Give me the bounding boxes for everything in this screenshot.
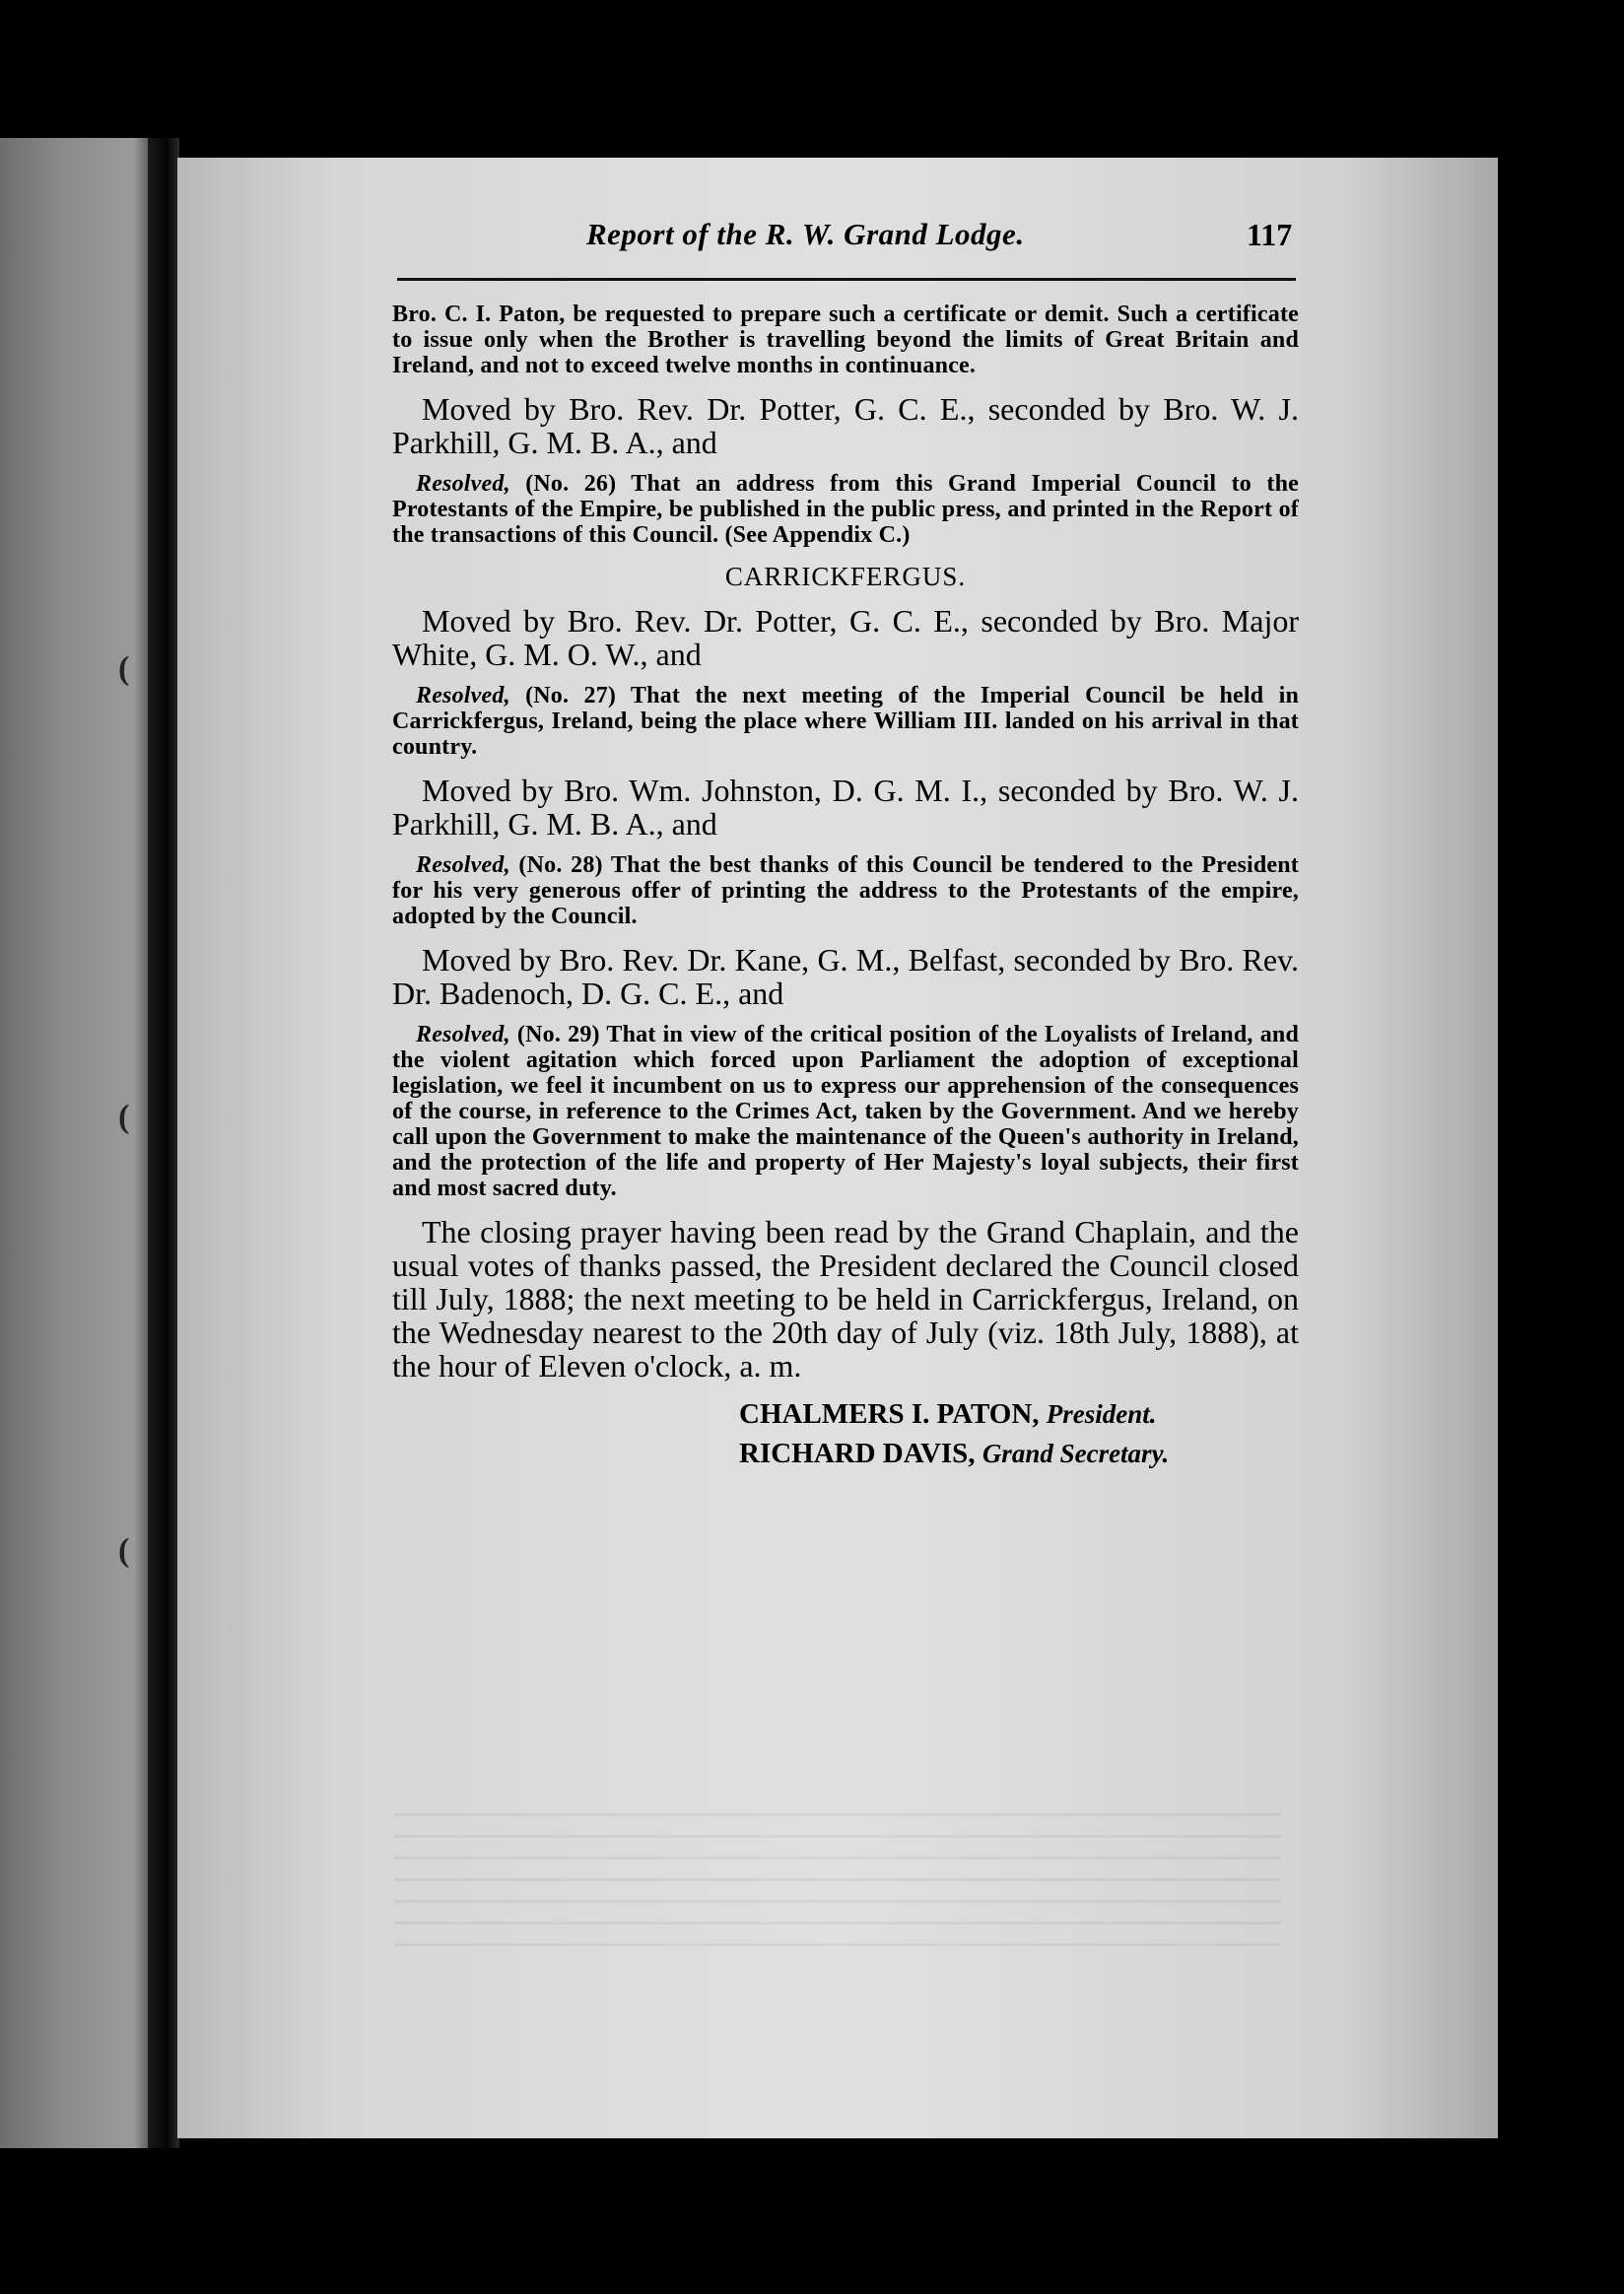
paragraph-continuation: Bro. C. I. Paton, be requested to prepare such a certificate or demit. Such a certificate to issue only when the Brother is travelling beyond the limits of Great Britain and Ireland, and not to exceed twelve months in continuance.: [392, 302, 1299, 378]
signatory-title: President.: [1046, 1399, 1157, 1429]
running-header: [414, 217, 1301, 260]
resolution-text: (No. 27) That the next meeting of the Imperial Council be held in Carrickfergus, Ireland, being the place where William III. landed on his arrival in that country.: [392, 683, 1300, 760]
signature-line: [739, 1394, 1299, 1434]
resolution-text: (No. 26) That an address from this Grand Imperial Council to the Protestants of the Empire, be published in the public press, and printed in the Report of the transactions of this Council. (See Appendix C.): [392, 471, 1300, 548]
resolved-label: Resolved,: [416, 471, 510, 497]
book-gutter: [148, 138, 179, 2148]
signatory-name: CHALMERS I. PATON,: [739, 1398, 1040, 1430]
resolution-text: (No. 29) That in view of the critical position of the Loyalists of Ireland, and the violent agitation which forced upon Parliament the adoption of exceptional legislation, we feel it incumbent on us to express our apprehension of the consequences of the course, in reference to the Crimes Act, taken by the Government. And we hereby call upon the Government to make the maintenance of the Queen's authority in Ireland, and the protection of the life and property of Her Majesty's loyal subjects, their first and most sacred duty.: [392, 1022, 1300, 1201]
resolution-text: (No. 28) That the best thanks of this Council be tendered to the President for his very generous offer of printing the address to the Protestants of the empire, adopted by the Council.: [392, 852, 1299, 929]
margin-mark: (: [118, 650, 130, 687]
signatory-name: RICHARD DAVIS,: [739, 1438, 976, 1469]
margin-mark: (: [118, 1099, 130, 1135]
resolved-label: Resolved,: [416, 683, 510, 708]
motion-paragraph: Moved by Bro. Wm. Johnston, D. G. M. I., seconded by Bro. W. J. Parkhill, G. M. B. A., and: [392, 773, 1299, 842]
running-title: Report of the R. W. Grand Lodge.: [586, 217, 1025, 251]
motion-paragraph: Moved by Bro. Rev. Dr. Potter, G. C. E., seconded by Bro. W. J. Parkhill, G. M. B. A., and: [392, 391, 1299, 460]
bleed-through-text: [394, 1813, 1281, 1961]
motion-paragraph: Moved by Bro. Rev. Dr. Potter, G. C. E., seconded by Bro. Major White, G. M. O. W., and: [392, 603, 1299, 672]
motion-paragraph: Moved by Bro. Rev. Dr. Kane, G. M., Belfast, seconded by Bro. Rev. Dr. Badenoch, D. G. C. E., and: [392, 942, 1299, 1011]
signature-block: [739, 1394, 1299, 1473]
closing-paragraph: The closing prayer having been read by the Grand Chaplain, and the usual votes of thanks passed, the President declared the Council closed till July, 1888; the next meeting to be held in Carrickfergus, Ireland, on the Wednesday nearest to the 20th day of July (viz. 18th July, 1888), at the hour of Eleven o'clock, a. m.: [392, 1214, 1299, 1383]
signature-line: [739, 1434, 1299, 1473]
resolution-28: [392, 852, 1299, 929]
resolution-27: [392, 683, 1299, 760]
margin-mark: (: [118, 1532, 130, 1569]
resolved-label: Resolved,: [416, 852, 510, 878]
section-heading: CARRICKFERGUS.: [724, 562, 967, 591]
page-number: 117: [1247, 217, 1293, 252]
resolution-26: [392, 471, 1299, 548]
resolution-29: [392, 1022, 1299, 1201]
resolved-label: Resolved,: [416, 1022, 510, 1047]
signatory-title: Grand Secretary.: [981, 1439, 1170, 1468]
facing-page-edge: [0, 138, 158, 2148]
header-rule: [397, 278, 1296, 281]
page-body: [392, 302, 1299, 1473]
